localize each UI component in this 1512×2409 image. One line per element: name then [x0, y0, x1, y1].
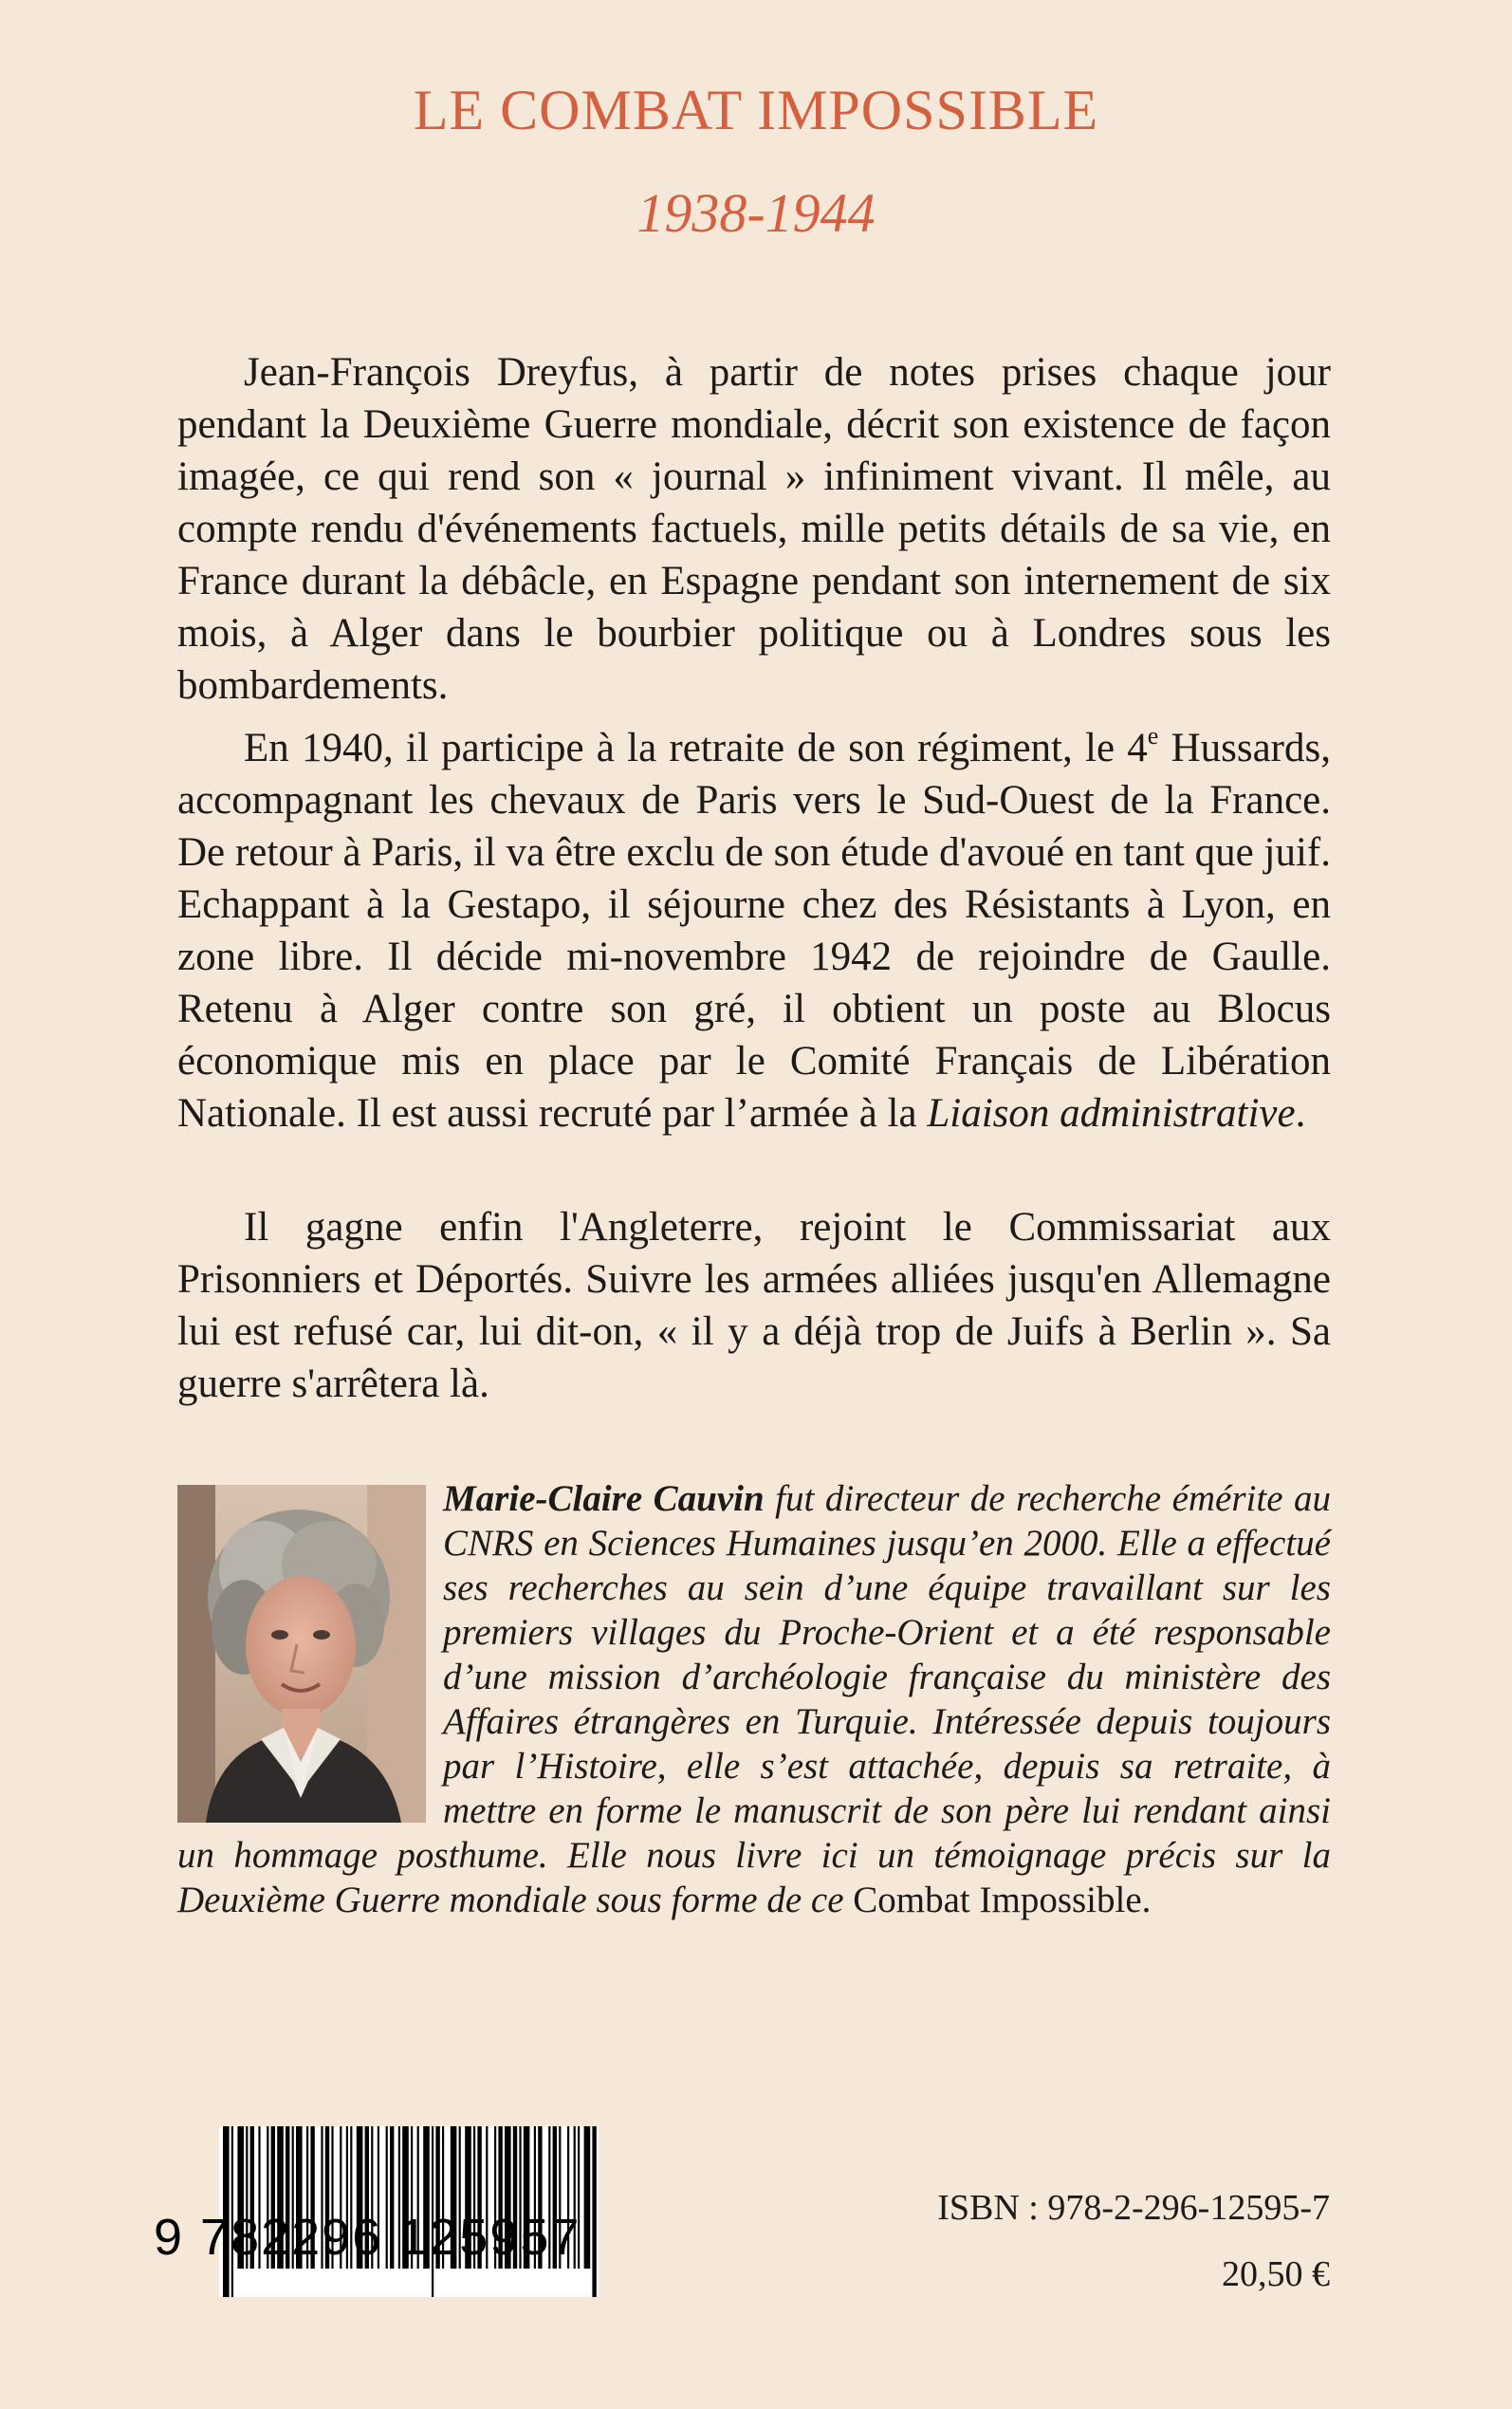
liaison-italic: Liaison administrative	[927, 1091, 1296, 1136]
book-title: LE COMBAT IMPOSSIBLE	[413, 79, 1099, 141]
bio-book-title: Combat Impossible	[853, 1880, 1142, 1920]
summary-paragraph-2	[177, 722, 1331, 1140]
portrait-text-wrap-spacer	[177, 1476, 443, 1820]
summary-paragraph-3: Il gagne enfin l'Angleterre, rejoint le Commissariat aux Prisonniers et Déportés. Suivre les armées alliées jusqu'en Allemagne lui est refusé car, lui dit-on, « il y a déjà trop de Juifs à Berlin ». Sa guerre s'arrêtera là.	[177, 1205, 1331, 1406]
author-name: Marie-Claire Cauvin	[443, 1478, 765, 1519]
paragraph-2-end: .	[1295, 1091, 1306, 1136]
author-biography	[177, 1476, 1331, 1922]
bio-end: .	[1141, 1880, 1152, 1920]
author-bio-text: fut directeur de recherche émérite au CNRS en Sciences Humaines jusqu’en 2000. Elle a effectué ses recherches au sein d’une équipe travaillant sur les premiers villages du Proche-Orient et a été responsable d’une mission d’archéologie française du ministère des Affaires étrangères en Turquie. Intéressée depuis toujours par l’Histoire, elle s’est attachée, depuis sa retraite, à mettre en forme le manuscrit de son père lui rendant ainsi un hommage posthume. Elle nous livre ici un témoignage précis sur la Deuxième Guerre mondiale sous forme de ce	[177, 1478, 1331, 1920]
isbn-number: ISBN : 978-2-296-12595-7	[937, 2188, 1330, 2228]
book-price: 20,50 €	[1222, 2254, 1330, 2294]
summary-paragraph-1: Jean-François Dreyfus, à partir de notes prises chaque jour pendant la Deuxième Guerre mondiale, décrit son existence de façon imagée, ce qui rend son « journal » infiniment vivant. Il mêle, au compte rendu d'événements factuels, mille petits détails de sa vie, en France durant la débâcle, en Espagne pendant son internement de six mois, à Alger dans le bourbier politique ou à Londres sous les bombardements.	[177, 350, 1331, 708]
barcode-digits: 9 782296 125957	[154, 2209, 581, 2266]
paragraph-2-text-a: En 1940, il participe à la retraite de son régiment, le 4	[244, 726, 1148, 770]
ordinal-superscript: e	[1147, 722, 1159, 750]
paragraph-2-text-b: Hussards, accompagnant les chevaux de Paris vers le Sud-Ouest de la France. De retour à Paris, il va être exclu de son étude d'avoué en tant que juif. Echappant à la Gestapo, il séjourne chez des Résistants à Lyon, en zone libre. Il décide mi-novembre 1942 de rejoindre de Gaulle. Retenu à Alger contre son gré, il obtient un poste au Blocus économique mis en place par le Comité Français de Libération Nationale. Il est aussi recruté par l’armée à la	[177, 726, 1331, 1136]
book-subtitle-dates: 1938-1944	[636, 182, 876, 244]
